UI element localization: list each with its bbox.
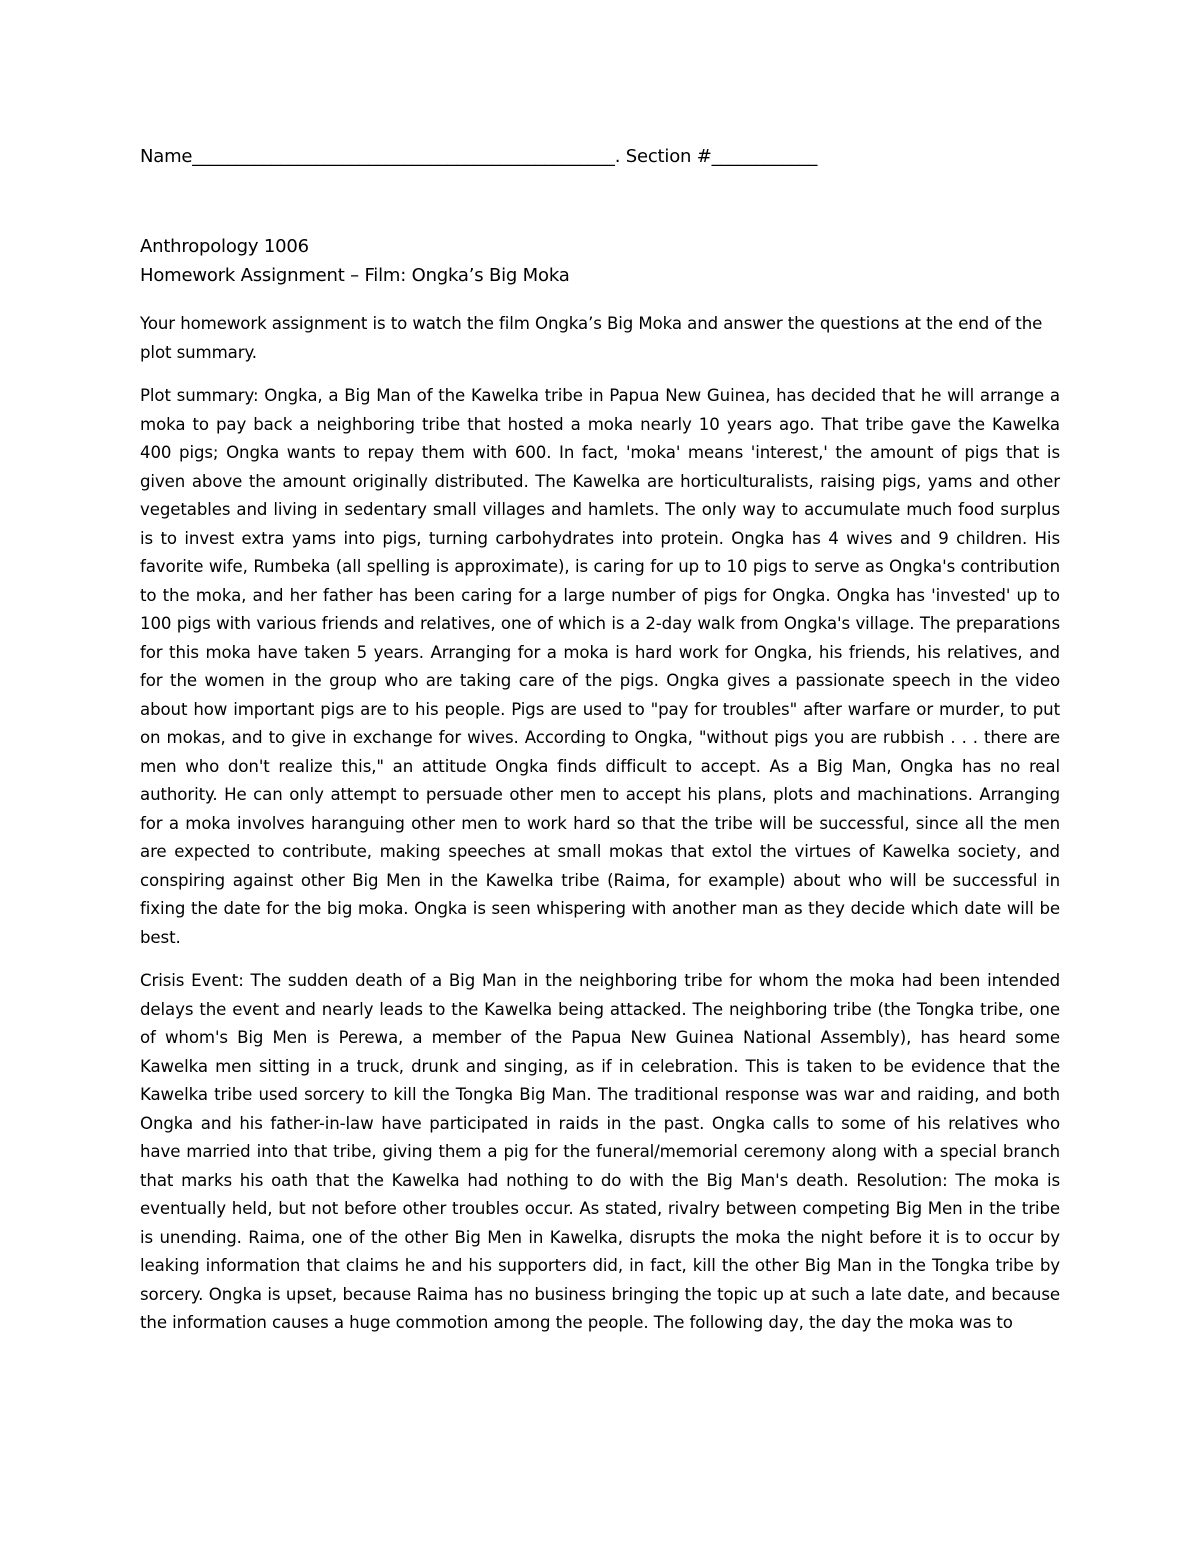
course-title: Anthropology 1006 bbox=[140, 236, 309, 257]
crisis-event-paragraph: Crisis Event: The sudden death of a Big Man in the neighboring tribe for whom the moka had been intended delays the event and nearly leads to the Kawelka being attacked. The neighboring tribe (the Tongka tribe, one of whom's Big Men is Perewa, a member of the Papua New Guinea National Assembly), has heard some Kawelka men sitting in a truck, drunk and singing, as if in celebration. This is taken to be evidence that the Kawelka tribe used sorcery to kill the Tongka Big Man. The traditional response was war and raiding, and both Ongka and his father-in-law have participated in raids in the past. Ongka calls to some of his relatives who have married into that tribe, giving them a pig for the funeral/memorial ceremony along with a special branch that marks his oath that the Kawelka had nothing to do with the Big Man's death. Resolution: The moka is eventually held, but not before other troubles occur. As stated, rivalry between competing Big Men in the tribe is unending. Raima, one of the other Big Men in Kawelka, disrupts the moka the night before it is to occur by leaking information that claims he and his supporters did, in fact, kill the other Big Man in the Tongka tribe by sorcery. Ongka is upset, because Raima has no business bringing the topic up at such a late date, and because the information causes a huge commotion among the people. The following day, the day the moka was to bbox=[140, 971, 1060, 1332]
intro-paragraph: Your homework assignment is to watch the film Ongka’s Big Moka and answer the questions at the end of the plot summary. bbox=[140, 314, 1043, 362]
assignment-title: Homework Assignment – Film: Ongka’s Big Moka bbox=[140, 265, 570, 286]
name-section-line: Name________________________________________________. Section #____________ bbox=[140, 146, 818, 167]
document-body bbox=[140, 310, 1060, 1338]
course-heading bbox=[140, 232, 570, 290]
plot-summary-paragraph: Plot summary: Ongka, a Big Man of the Kawelka tribe in Papua New Guinea, has decided that he will arrange a moka to pay back a neighboring tribe that hosted a moka nearly 10 years ago. That tribe gave the Kawelka 400 pigs; Ongka wants to repay them with 600. In fact, 'moka' means 'interest,' the amount of pigs that is given above the amount originally distributed. The Kawelka are horticulturalists, raising pigs, yams and other vegetables and living in sedentary small villages and hamlets. The only way to accumulate much food surplus is to invest extra yams into pigs, turning carbohydrates into protein. Ongka has 4 wives and 9 children. His favorite wife, Rumbeka (all spelling is approximate), is caring for up to 10 pigs to serve as Ongka's contribution to the moka, and her father has been caring for a large number of pigs for Ongka. Ongka has 'invested' up to 100 pigs with various friends and relatives, one of which is a 2-day walk from Ongka's village. The preparations for this moka have taken 5 years. Arranging for a moka is hard work for Ongka, his friends, his relatives, and for the women in the group who are taking care of the pigs. Ongka gives a passionate speech in the video about how important pigs are to his people. Pigs are used to "pay for troubles" after warfare or murder, to put on mokas, and to give in exchange for wives. According to Ongka, "without pigs you are rubbish . . . there are men who don't realize this," an attitude Ongka finds difficult to accept. As a Big Man, Ongka has no real authority. He can only attempt to persuade other men to accept his plans, plots and machinations. Arranging for a moka involves haranguing other men to work hard so that the tribe will be successful, since all the men are expected to contribute, making speeches at small mokas that extol the virtues of Kawelka society, and conspiring against other Big Men in the Kawelka tribe (Raima, for example) about who will be successful in fixing the date for the big moka. Ongka is seen whispering with another man as they decide which date will be best. bbox=[140, 386, 1060, 947]
